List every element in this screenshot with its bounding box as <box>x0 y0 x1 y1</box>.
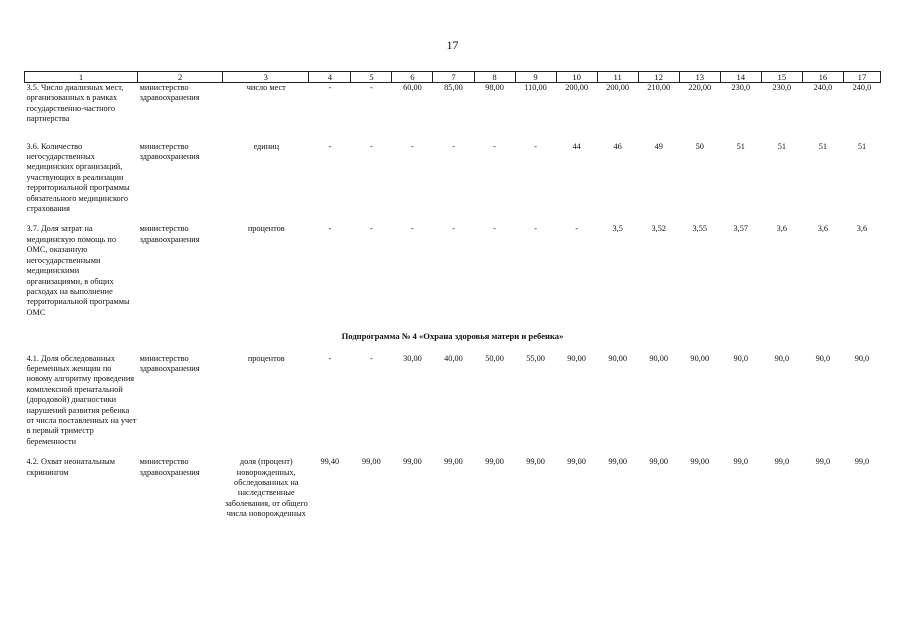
indicator-value: 85,00 <box>444 83 463 92</box>
indicator-value: 3,5 <box>612 224 623 234</box>
indicator-value: 60,00 <box>403 83 422 92</box>
column-number: 5 <box>351 72 392 83</box>
column-number: 11 <box>597 72 638 83</box>
indicator-value: 99,00 <box>690 457 710 467</box>
indicator-value: - <box>493 141 496 151</box>
indicator-value: 30,00 <box>403 353 422 363</box>
indicator-value: 210,00 <box>647 83 671 92</box>
indicator-value: 3,6 <box>856 224 868 234</box>
indicator-value: 90,0 <box>815 353 831 363</box>
indicator-value: 110,00 <box>524 83 547 92</box>
subprogram-heading-row <box>25 328 881 353</box>
indicator-value: 3,55 <box>692 224 708 234</box>
indicator-value: 99,00 <box>362 457 381 467</box>
indicator-value: 51 <box>818 141 828 151</box>
subprogram-heading: Подпрограмма № 4 «Охрана здоровья матери и ребенка» <box>341 331 564 342</box>
indicator-value: 99,0 <box>815 457 831 467</box>
indicator-value: 3,6 <box>776 224 788 234</box>
indicator-value: 240,0 <box>813 83 833 92</box>
column-number: 12 <box>638 72 679 83</box>
column-number: 7 <box>433 72 474 83</box>
column-number: 17 <box>843 72 880 83</box>
indicator-row <box>25 457 881 519</box>
indicator-value: 40,00 <box>444 353 463 363</box>
indicator-value: 230,0 <box>731 83 751 92</box>
responsible-executor: министерство здравоохранения <box>139 457 200 477</box>
indicator-value: 51 <box>777 141 786 151</box>
indicator-value: - <box>328 141 332 151</box>
indicator-value: - <box>534 141 537 151</box>
indicator-value: - <box>328 83 332 92</box>
indicator-value: 55,00 <box>526 353 545 363</box>
indicator-value: 98,00 <box>485 83 504 92</box>
indicator-value: - <box>575 224 578 234</box>
indicator-value: 99,00 <box>485 457 504 467</box>
indicator-value: 99,00 <box>608 457 627 467</box>
indicator-value: 49 <box>654 141 663 151</box>
indicator-value: 200,00 <box>565 83 589 92</box>
indicator-value: 90,00 <box>608 353 627 363</box>
column-number: 15 <box>761 72 802 83</box>
indicator-value: - <box>452 141 455 151</box>
responsible-executor: министерство здравоохранения <box>139 224 200 244</box>
indicator-row <box>25 354 881 458</box>
indicator-value: 99,00 <box>526 457 545 467</box>
indicator-value: 99,0 <box>774 457 790 467</box>
indicator-value: 200,00 <box>606 83 630 92</box>
indicator-value: 3,52 <box>651 224 666 234</box>
indicator-value: 99,40 <box>320 457 340 467</box>
indicator-value: - <box>370 353 373 363</box>
indicator-value: 51 <box>857 141 867 151</box>
indicator-value: 99,0 <box>733 457 749 467</box>
column-number: 8 <box>474 72 515 83</box>
unit-of-measure: процентов <box>247 224 285 234</box>
indicator-value: 3,6 <box>817 224 829 234</box>
indicator-name: 3.7. Доля затрат на медицинскую помощь по ОМС, оказанную негосударственными медицинскими организациями, в общих расходах на выполнение территориальной программы ОМС <box>26 224 130 317</box>
indicator-value: 99,00 <box>649 457 669 467</box>
indicator-value: - <box>493 224 496 234</box>
indicator-value: - <box>328 353 332 363</box>
column-number-row <box>25 72 881 83</box>
column-number: 3 <box>223 72 309 83</box>
indicator-value: 99,0 <box>854 457 870 467</box>
indicator-value: 99,00 <box>567 457 586 467</box>
column-number: 2 <box>138 72 223 83</box>
indicator-value: 50 <box>695 141 704 151</box>
indicator-value: - <box>411 224 414 234</box>
indicator-value: 90,00 <box>649 353 669 363</box>
indicator-value: 99,00 <box>403 457 422 467</box>
indicator-value: 44 <box>572 141 581 151</box>
indicator-value: 90,0 <box>854 353 870 363</box>
indicator-value: 51 <box>736 141 745 151</box>
indicator-row <box>25 142 881 225</box>
indicator-value: 240,0 <box>852 83 872 92</box>
indicators-table <box>24 71 881 520</box>
column-number: 1 <box>25 72 138 83</box>
indicator-value: 90,0 <box>733 353 749 363</box>
indicator-row <box>25 83 881 142</box>
indicator-value: 99,00 <box>444 457 463 467</box>
indicator-name: 4.2. Охват неонатальным скринингом <box>26 457 115 477</box>
unit-of-measure: число мест <box>246 83 286 92</box>
indicator-value: - <box>370 141 373 151</box>
indicator-value: 50,00 <box>485 353 504 363</box>
column-number: 4 <box>309 72 351 83</box>
column-number: 6 <box>392 72 433 83</box>
responsible-executor: министерство здравоохранения <box>139 83 200 103</box>
indicator-value: 90,00 <box>567 353 586 363</box>
indicator-name: 4.1. Доля обследованных беременных женщин по новому алгоритму проведения комплексной пренатальной (дородовой) диагностики нарушений развития ребенка от числа поставленных на учет в первый триместр беременности <box>26 353 137 446</box>
unit-of-measure: процентов <box>247 353 285 363</box>
page-number: 17 <box>446 38 459 52</box>
indicator-value: 90,00 <box>690 353 710 363</box>
responsible-executor: министерство здравоохранения <box>139 141 200 162</box>
indicator-value: - <box>328 224 332 234</box>
unit-of-measure: единиц <box>253 141 280 151</box>
indicator-value: - <box>452 224 455 234</box>
column-number: 10 <box>556 72 597 83</box>
column-number: 9 <box>515 72 556 83</box>
indicator-value: 46 <box>613 141 622 151</box>
column-number: 16 <box>802 72 843 83</box>
indicator-value: - <box>370 83 373 92</box>
indicator-value: 3,57 <box>733 224 749 234</box>
indicator-row <box>25 224 881 328</box>
indicator-value: - <box>370 224 373 234</box>
indicator-name: 3.5. Число диализных мест, организованных в рамках государственно-частного партнерства <box>26 83 124 124</box>
indicator-value: 90,0 <box>774 353 790 363</box>
column-number: 13 <box>679 72 720 83</box>
column-number: 14 <box>720 72 761 83</box>
indicator-value: - <box>534 224 537 234</box>
responsible-executor: министерство здравоохранения <box>139 353 200 373</box>
indicator-value: 220,00 <box>688 83 712 92</box>
indicator-value: - <box>411 141 414 151</box>
indicator-value: 230,0 <box>772 83 792 92</box>
unit-of-measure: доля (процент) новорожденных, обследованных на наследственные заболевания, от общего числа новорожденных <box>224 457 308 519</box>
indicator-name: 3.6. Количество негосударственных медицинских организаций, участвующих в реализации территориальной программы обязательного медицинского страхования <box>26 141 130 214</box>
